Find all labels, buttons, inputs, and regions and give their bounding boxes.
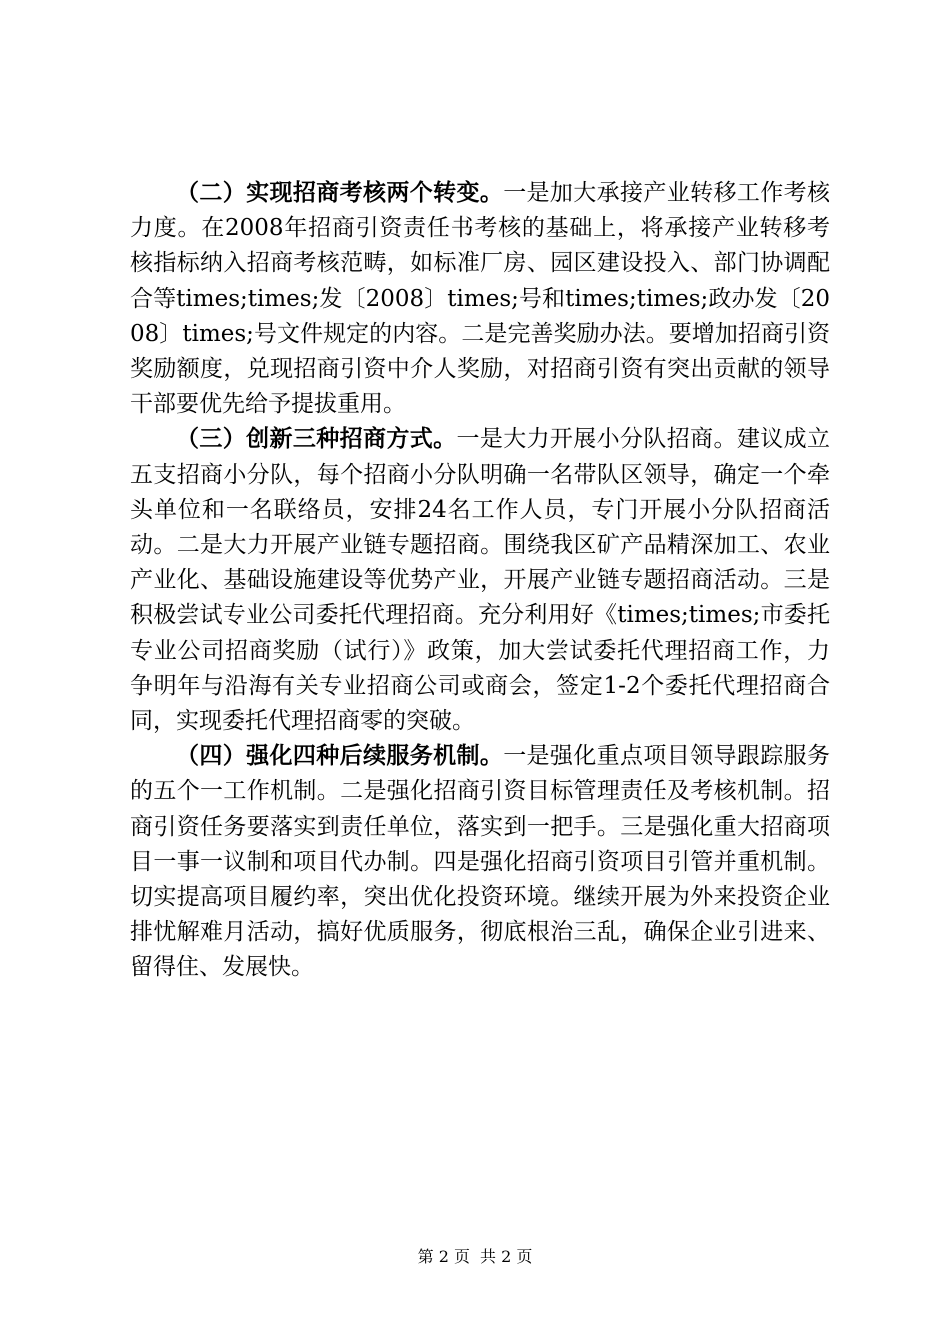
paragraph-section-4 — [130, 739, 830, 985]
section-heading: （三）创新三种招商方式。 — [176, 426, 457, 453]
section-body: 一是大力开展小分队招商。建议成立五支招商小分队，每个招商小分队明确一名带队区领导，确定一个牵头单位和一名联络员，安排24名工作人员，专门开展小分队招商活动。二是大力开展产业链专题招商。围绕我区矿产品精深加工、农业产业化、基础设施建设等优势产业，开展产业链专题招商活动。三是积极尝试专业公司委托代理招商。充分利用好《times;times;市委托专业公司招商奖励（试行）》政策，加大尝试委托代理招商工作，力争明年与沿海有关专业招商公司或商会，签定1-2个委托代理招商合同，实现委托代理招商零的突破。 — [130, 426, 831, 735]
document-body — [130, 176, 830, 986]
paragraph-section-2 — [130, 176, 830, 422]
page-footer — [0, 1244, 950, 1267]
section-body: 一是加大承接产业转移工作考核力度。在2008年招商引资责任书考核的基础上，将承接产业转移考核指标纳入招商考核范畴，如标准厂房、园区建设投入、部门协调配合等times;times;发〔2008〕times;号和times;times;政办发〔2008〕times;号文件规定的内容。二是完善奖励办法。要增加招商引资奖励额度，兑现招商引资中介人奖励，对招商引资有突出贡献的领导干部要优先给予提拔重用。 — [130, 180, 831, 418]
section-heading: （二）实现招商考核两个转变。 — [176, 180, 504, 206]
section-body: 一是强化重点项目领导跟踪服务的五个一工作机制。二是强化招商引资目标管理责任及考核机制。招商引资任务要落实到责任单位，落实到一把手。三是强化重大招商项目一事一议制和项目代办制。四是强化招商引资项目引管并重机制。切实提高项目履约率，突出优化投资环境。继续开展为外来投资企业排忧解难月活动，搞好优质服务，彻底根治三乱，确保企业引进来、留得住、发展快。 — [130, 743, 831, 981]
page-number: 第 2 页 — [417, 1247, 470, 1266]
paragraph-section-3 — [130, 422, 830, 739]
page-total: 共 2 页 — [480, 1247, 533, 1266]
section-heading: （四）强化四种后续服务机制。 — [176, 743, 504, 770]
